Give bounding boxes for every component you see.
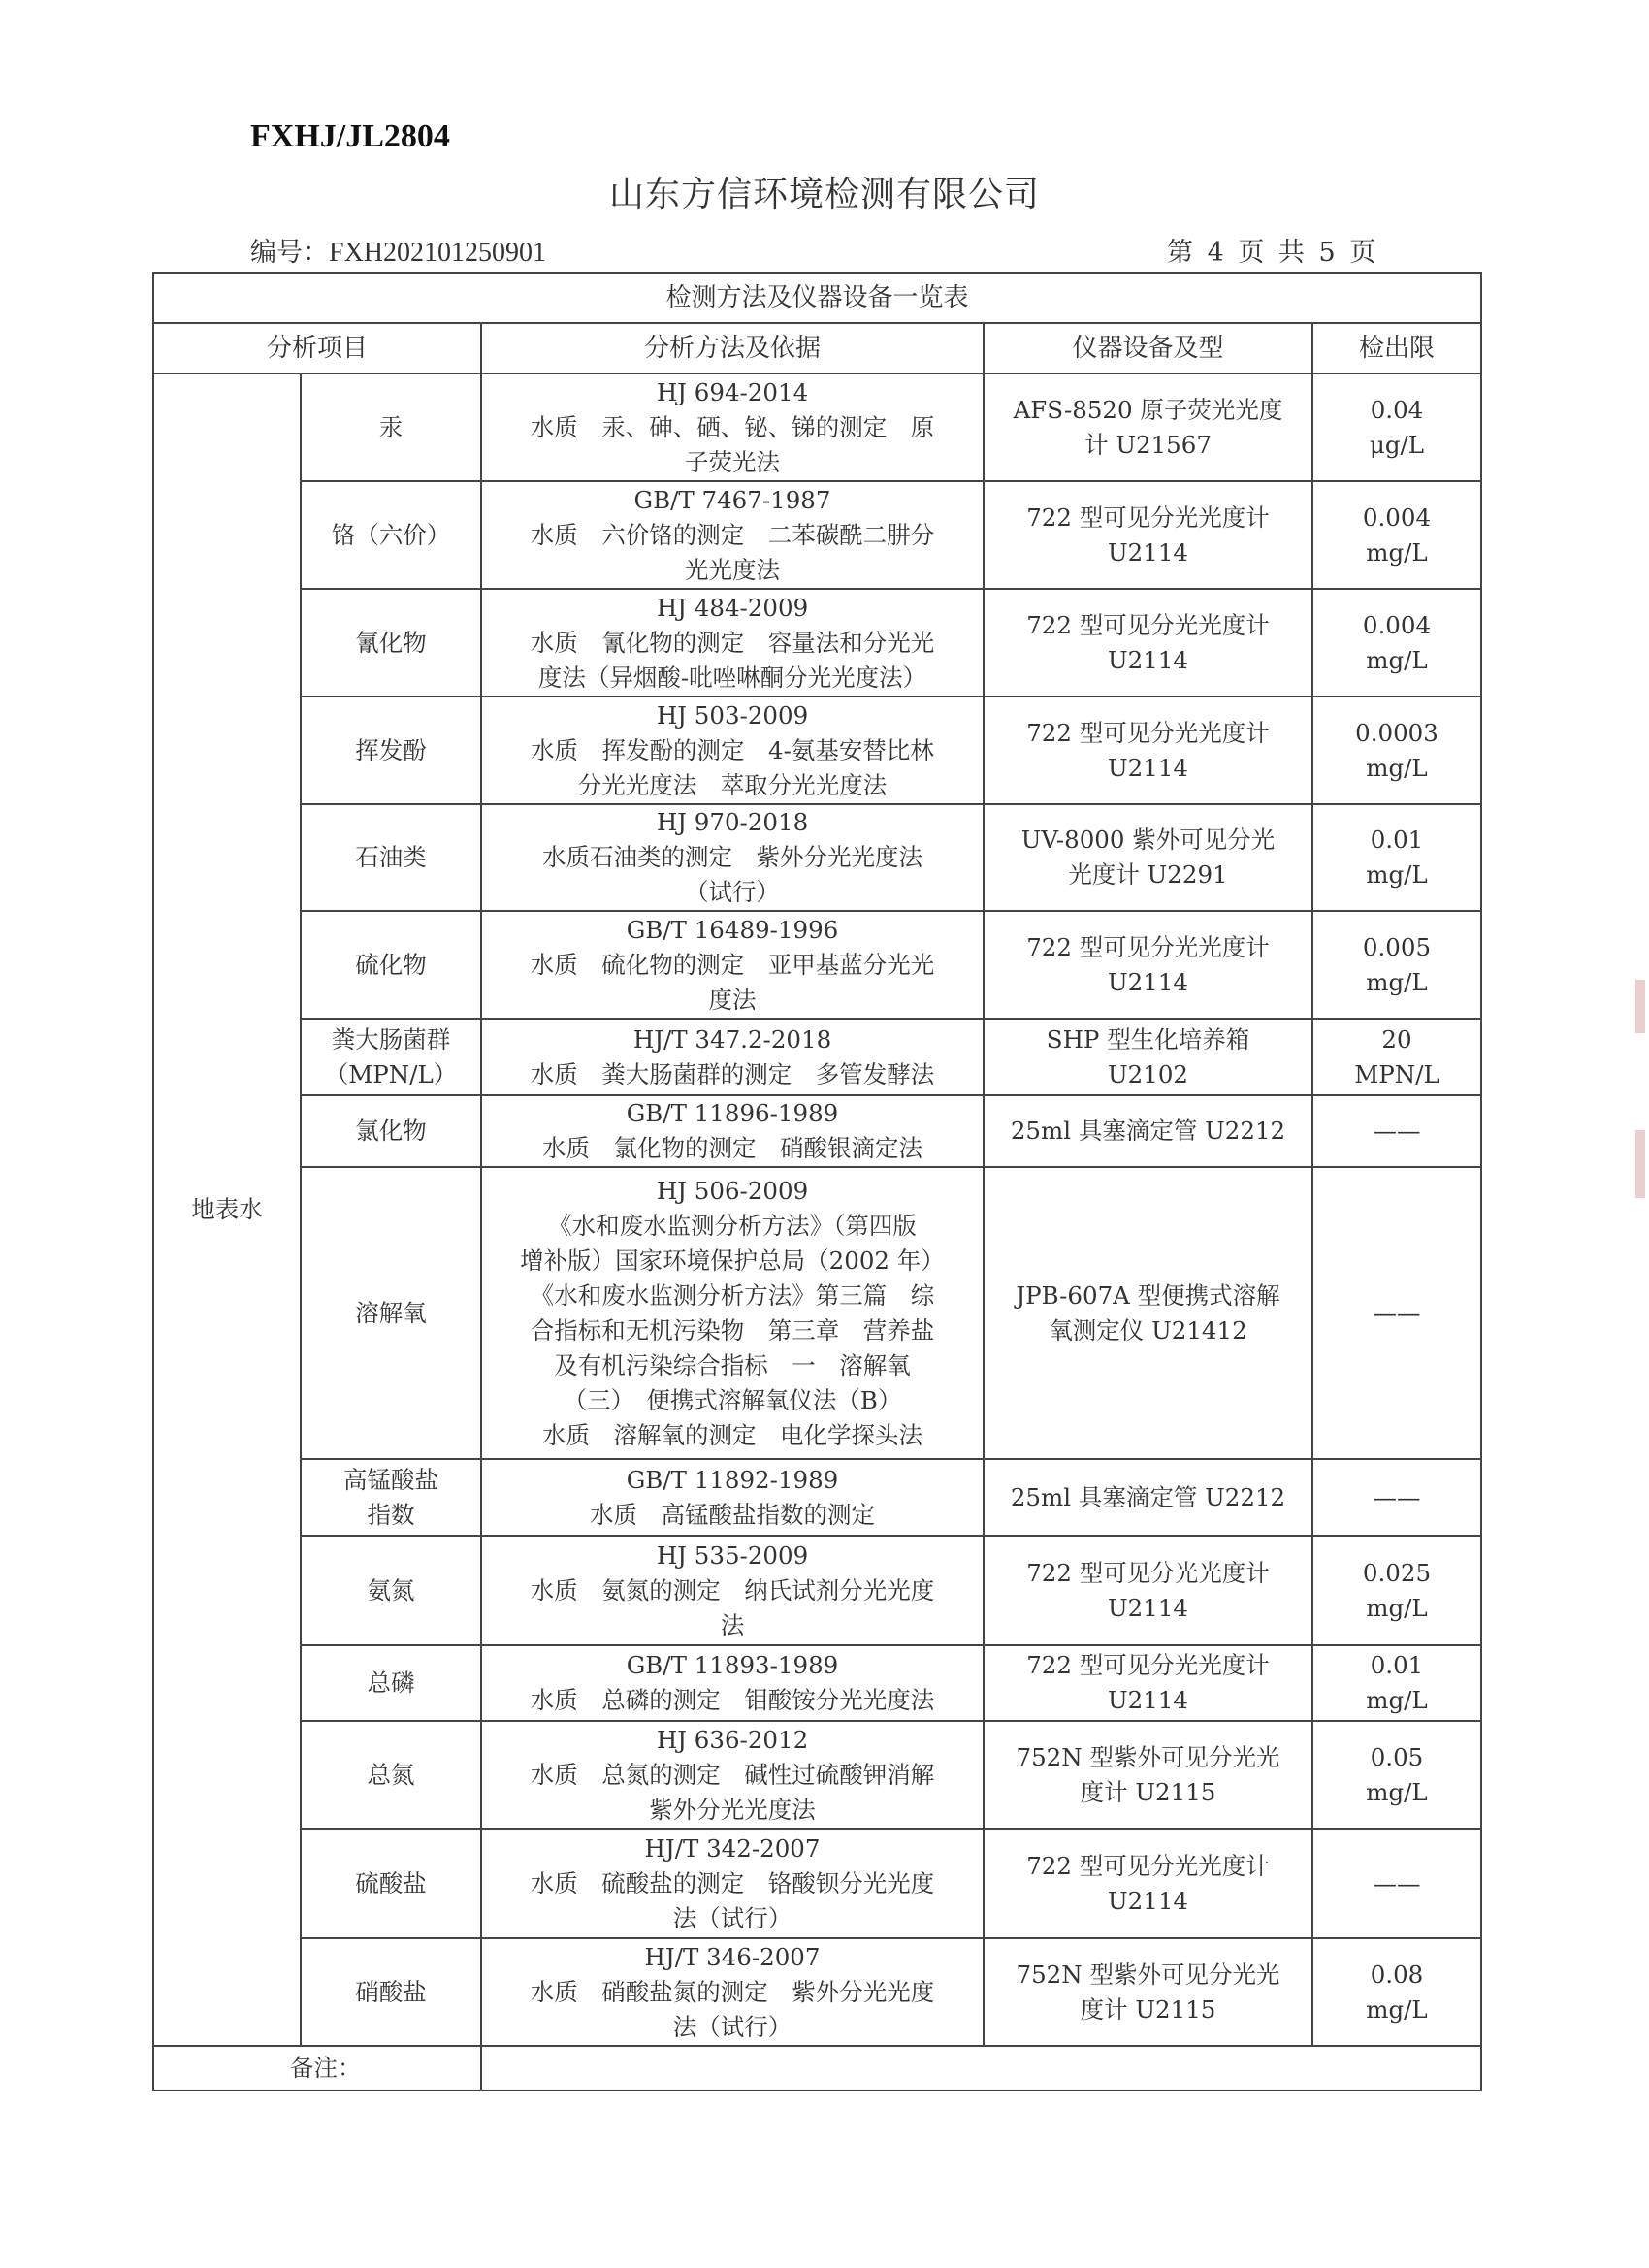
instrument-cell [984,697,1312,804]
category-cell: 地表水 [153,373,301,2046]
analysis-item-cell [301,1938,481,2046]
item-line: 指数 [367,1500,415,1529]
instrument-line: 752N 型紫外可见分光光 [1016,1742,1280,1771]
limit-line: mg/L [1366,1994,1428,2024]
table-row [153,1645,1481,1721]
limit-line: mg/L [1366,537,1428,567]
method-cell [481,1167,984,1459]
instrument-cell [984,1645,1312,1721]
method-line: HJ/T 347.2-2018 [632,1024,832,1053]
detection-limit-cell [1312,1645,1481,1721]
limit-line: 20 [1381,1024,1412,1053]
limit-line: mg/L [1366,860,1428,889]
method-line: HJ/T 346-2007 [644,1942,821,1971]
analysis-item-cell [301,697,481,804]
table-row [153,911,1481,1019]
method-line: 水质 溶解氧的测定 电化学探头法 [542,1420,922,1449]
limit-line: mg/L [1366,1686,1428,1714]
method-line: 水质 挥发酚的测定 4-氨基安替比林 [531,735,934,764]
method-line: （试行） [685,878,780,906]
detection-limit-cell [1312,1095,1481,1167]
document-number-value: FXH202101250901 [329,238,547,268]
method-cell [481,804,984,911]
item-line: 粪大肠菌群 [331,1024,451,1053]
limit-line: 0.0003 [1355,718,1439,747]
analysis-item-cell [301,1721,481,1829]
limit-line: 0.01 [1370,1651,1424,1679]
item-line: 石油类 [355,843,427,871]
table-row [153,697,1481,804]
header-method: 分析方法及依据 [481,323,984,373]
limit-line: —— [1373,1117,1421,1145]
method-cell [481,911,984,1019]
methods-table-body [153,273,1481,2090]
method-cell [481,1938,984,2046]
method-line: 法（试行） [672,2012,792,2041]
method-line: HJ 636-2012 [656,1725,809,1754]
method-cell [481,1095,984,1167]
header-analysis-item: 分析项目 [153,323,481,373]
detection-limit-cell [1312,697,1481,804]
limit-line: mg/L [1366,967,1428,996]
method-line: HJ 694-2014 [656,377,809,406]
method-line: 水质 硫化物的测定 亚甲基蓝分光光 [530,950,935,979]
detection-limit-cell [1312,481,1481,589]
instrument-line: 度计 U2115 [1080,1994,1216,2024]
method-cell [481,1829,984,1938]
instrument-cell [984,1459,1312,1536]
instrument-cell [984,1536,1312,1645]
method-cell [481,1721,984,1829]
limit-line: —— [1373,1298,1421,1327]
method-cell [481,1645,984,1721]
limit-line: 0.04 [1370,395,1424,424]
method-line: 法 [720,1610,745,1639]
table-row [153,1019,1481,1095]
method-line: 《水和废水监测分析方法》第三篇 综 [530,1280,935,1310]
method-line: HJ 535-2009 [656,1540,809,1570]
instrument-cell [984,911,1312,1019]
method-cell [481,1019,984,1095]
instrument-line: U2102 [1108,1059,1188,1088]
item-line: 溶解氧 [355,1298,427,1327]
detection-limit-cell [1312,804,1481,911]
detection-limit-cell [1312,1829,1481,1938]
method-line: 水质 硫酸盐的测定 铬酸钡分光光度 [530,1868,935,1897]
header-instrument: 仪器设备及型 [984,323,1312,373]
method-line: 水质 总氮的测定 碱性过硫酸钾消解 [530,1760,935,1789]
limit-line: 0.004 [1362,610,1432,639]
analysis-item-cell [301,1536,481,1645]
table-row [153,481,1481,589]
method-line: 水质石油类的测定 紫外分光光度法 [542,843,922,871]
method-line: HJ/T 342-2007 [644,1833,821,1863]
detection-limit-cell [1312,1938,1481,2046]
instrument-line: U2114 [1108,967,1188,996]
instrument-cell [984,1095,1312,1167]
limit-line: 0.005 [1362,932,1432,961]
method-line: 法（试行） [672,1903,792,1932]
analysis-item-cell [301,1167,481,1459]
instrument-line: UV-8000 紫外可见分光 [1020,826,1276,854]
method-line: 水质 六价铬的测定 二苯碳酰二肼分 [530,520,935,549]
method-line: 水质 硝酸盐氮的测定 紫外分光光度 [530,1977,935,2006]
analysis-item-cell [301,804,481,911]
instrument-line: 计 U21567 [1084,430,1212,459]
table-title: 检测方法及仪器设备一览表 [153,273,1481,323]
method-line: 分光光度法 萃取分光光度法 [577,770,888,799]
detection-limit-cell [1312,1721,1481,1829]
method-line: 水质 粪大肠菌群的测定 多管发酵法 [530,1059,935,1088]
analysis-item-cell [301,1829,481,1938]
methods-table [152,272,1482,2091]
detection-limit-cell [1312,589,1481,697]
method-line: 度法 [708,985,757,1014]
instrument-line: 722 型可见分光光度计 [1026,502,1270,532]
document-number [250,231,546,269]
instrument-line: 722 型可见分光光度计 [1026,610,1270,639]
method-line: 《水和废水监测分析方法》（第四版 [548,1211,917,1240]
method-cell [481,373,984,481]
item-line: 铬（六价） [331,520,451,549]
scan-edge-mark [1635,980,1645,1033]
analysis-item-cell [301,1019,481,1095]
item-line: 总氮 [367,1760,415,1789]
instrument-line: U2114 [1108,753,1188,782]
instrument-cell [984,1938,1312,2046]
method-line: 合指标和无机污染物 第三章 营养盐 [530,1315,935,1345]
instrument-cell [984,373,1312,481]
instrument-line: U2114 [1108,1686,1188,1714]
method-line: 水质 氰化物的测定 容量法和分光光 [530,628,935,657]
instrument-line: 722 型可见分光光度计 [1026,1558,1270,1587]
instrument-line: 氧测定仪 U21412 [1049,1315,1247,1345]
item-line: 汞 [378,412,404,441]
table-row [153,589,1481,697]
method-line: （三） 便携式溶解氧仪法（B） [563,1385,902,1414]
limit-line: mg/L [1366,1777,1428,1806]
instrument-cell [984,1721,1312,1829]
method-cell [481,1459,984,1536]
detection-limit-cell [1312,911,1481,1019]
analysis-item-cell [301,1459,481,1536]
analysis-item-cell [301,373,481,481]
method-line: HJ 506-2009 [656,1176,809,1205]
item-line: （MPN/L） [324,1059,458,1088]
instrument-line: U2114 [1108,1886,1188,1915]
method-line: GB/T 11896-1989 [626,1099,839,1127]
instrument-cell [984,1167,1312,1459]
method-line: 增补版）国家环境保护总局（2002 年） [520,1246,945,1275]
page-info: 第 4 页 共 5 页 [1167,238,1376,268]
method-line: 光光度法 [685,555,780,584]
item-line: 总磷 [367,1669,415,1697]
method-cell [481,589,984,697]
method-line: 水质 总磷的测定 钼酸铵分光光度法 [530,1686,935,1714]
limit-line: —— [1373,1868,1421,1897]
table-row [153,1721,1481,1829]
remarks-label: 备注： [153,2046,481,2090]
method-line: 水质 高锰酸盐指数的测定 [590,1500,875,1529]
instrument-cell [984,1829,1312,1938]
limit-line: 0.004 [1362,502,1432,532]
method-line: HJ 503-2009 [656,700,809,729]
instrument-line: 度计 U2115 [1080,1777,1216,1806]
table-row [153,1938,1481,2046]
analysis-item-cell [301,1095,481,1167]
detection-limit-cell [1312,1019,1481,1095]
method-cell [481,1536,984,1645]
detection-limit-cell [1312,373,1481,481]
instrument-line: AFS-8520 原子荧光光度 [1013,395,1283,424]
instrument-cell [984,1019,1312,1095]
instrument-line: 25ml 具塞滴定管 U2212 [1010,1117,1286,1145]
item-line: 氨氮 [367,1575,415,1604]
instrument-line: U2114 [1108,1593,1188,1622]
instrument-line: 722 型可见分光光度计 [1026,1851,1270,1880]
item-line: 硫酸盐 [355,1868,427,1897]
remarks-value [481,2046,1481,2090]
method-line: GB/T 7467-1987 [633,485,831,514]
table-row [153,373,1481,481]
limit-line: MPN/L [1354,1059,1439,1088]
item-line: 高锰酸盐 [343,1465,438,1494]
instrument-line: U2114 [1108,645,1188,674]
limit-line: 0.025 [1362,1558,1432,1587]
limit-line: mg/L [1366,1593,1428,1622]
method-line: HJ 484-2009 [656,593,809,622]
limit-line: μg/L [1369,430,1425,459]
instrument-line: 光度计 U2291 [1068,860,1228,889]
detection-limit-cell [1312,1459,1481,1536]
analysis-item-cell [301,1645,481,1721]
table-title-row [153,273,1481,323]
instrument-cell [984,481,1312,589]
instrument-cell [984,589,1312,697]
table-row [153,1459,1481,1536]
table-row [153,804,1481,911]
table-row [153,1095,1481,1167]
detection-limit-cell [1312,1167,1481,1459]
item-line: 硫化物 [355,950,427,979]
instrument-line: 752N 型紫外可见分光光 [1016,1960,1280,1989]
analysis-item-cell [301,911,481,1019]
method-line: 水质 氯化物的测定 硝酸银滴定法 [542,1134,922,1162]
method-line: 水质 汞、砷、硒、铋、锑的测定 原 [530,412,935,441]
instrument-line: JPB-607A 型便携式溶解 [1016,1280,1280,1310]
document-number-label: 编号： [250,238,329,268]
method-line: 紫外分光光度法 [649,1795,816,1824]
table-row [153,1829,1481,1938]
document-code: FXHJ/JL2804 [250,118,450,154]
method-cell [481,697,984,804]
header-detection-limit: 检出限 [1312,323,1481,373]
instrument-line: 722 型可见分光光度计 [1026,932,1270,961]
item-line: 挥发酚 [355,735,427,764]
table-row [153,1536,1481,1645]
limit-line: mg/L [1366,645,1428,674]
instrument-line: 722 型可见分光光度计 [1026,718,1270,747]
item-line: 氯化物 [355,1117,427,1145]
instrument-line: 25ml 具塞滴定管 U2212 [1010,1482,1286,1511]
limit-line: 0.05 [1370,1742,1424,1771]
table-header-row [153,323,1481,373]
method-line: GB/T 11892-1989 [626,1465,839,1494]
method-line: 子荧光法 [685,447,780,476]
limit-line: —— [1373,1482,1421,1511]
instrument-cell [984,804,1312,911]
instrument-line: 722 型可见分光光度计 [1026,1651,1270,1679]
method-line: 度法（异烟酸-吡唑啉酮分光光度法） [537,663,927,692]
analysis-item-cell [301,481,481,589]
limit-line: 0.01 [1370,826,1424,854]
instrument-line: U2114 [1108,537,1188,567]
remarks-row [153,2046,1481,2090]
limit-line: mg/L [1366,753,1428,782]
method-cell [481,481,984,589]
method-line: 水质 氨氮的测定 纳氏试剂分光光度 [530,1575,935,1604]
detection-limit-cell [1312,1536,1481,1645]
table-row [153,1167,1481,1459]
scan-edge-mark [1635,1130,1645,1198]
method-line: GB/T 16489-1996 [626,915,839,944]
instrument-line: SHP 型生化培养箱 [1046,1024,1250,1053]
company-name: 山东方信环境检测有限公司 [608,175,1040,214]
method-line: GB/T 11893-1989 [626,1651,839,1679]
method-line: HJ 970-2018 [656,808,809,836]
item-line: 硝酸盐 [355,1977,427,2006]
analysis-item-cell [301,589,481,697]
method-line: 及有机污染综合指标 一 溶解氧 [554,1350,911,1379]
item-line: 氰化物 [355,628,427,657]
limit-line: 0.08 [1370,1960,1424,1989]
